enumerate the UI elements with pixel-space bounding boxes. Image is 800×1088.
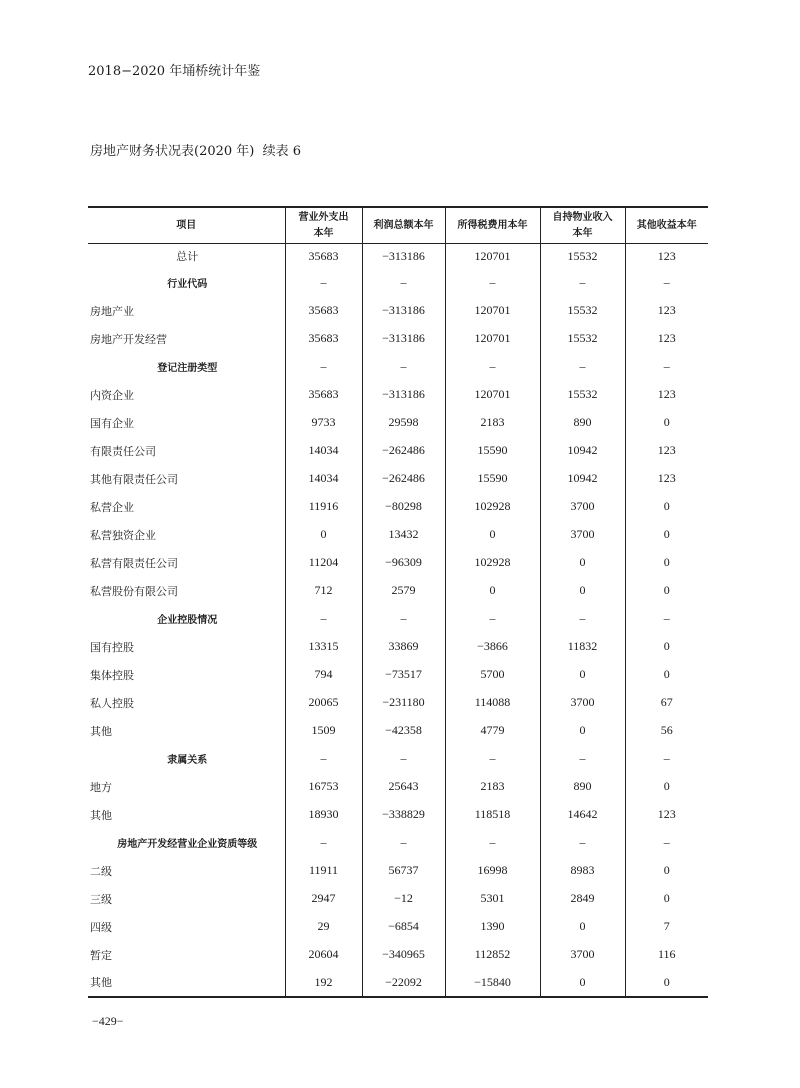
cell-self-owned-property-income: 0: [540, 717, 625, 745]
column-header-self-owned-property-income: [540, 207, 625, 244]
cell-non-operating-expenses: –: [285, 745, 362, 773]
cell-self-owned-property-income: 15532: [540, 297, 625, 325]
cell-income-tax-expense: 102928: [445, 493, 540, 521]
cell-self-owned-property-income: 0: [540, 577, 625, 605]
cell-other-income: 123: [625, 801, 708, 829]
cell-self-owned-property-income: 11832: [540, 633, 625, 661]
cell-income-tax-expense: 120701: [445, 381, 540, 409]
cell-total-profit: 33869: [362, 633, 445, 661]
column-header-item: [88, 207, 285, 244]
cell-total-profit: 25643: [362, 773, 445, 801]
table-row: [88, 773, 708, 801]
cell-self-owned-property-income: 10942: [540, 437, 625, 465]
cell-income-tax-expense: 2183: [445, 773, 540, 801]
cell-self-owned-property-income: 0: [540, 969, 625, 997]
cell-total-profit: −313186: [362, 381, 445, 409]
table-row: [88, 521, 708, 549]
column-header-other-income: [625, 207, 708, 244]
row-label: 私营独资企业: [90, 528, 156, 542]
table-row: [88, 325, 708, 353]
row-label: 私营股份有限公司: [90, 584, 178, 598]
row-label: 房地产业: [90, 304, 134, 318]
cell-non-operating-expenses: 1509: [285, 717, 362, 745]
cell-other-income: 56: [625, 717, 708, 745]
cell-income-tax-expense: 118518: [445, 801, 540, 829]
cell-other-income: –: [625, 353, 708, 381]
cell-income-tax-expense: 5700: [445, 661, 540, 689]
cell-non-operating-expenses: 9733: [285, 409, 362, 437]
cell-income-tax-expense: –: [445, 745, 540, 773]
table-row: [88, 969, 708, 997]
cell-self-owned-property-income: 0: [540, 661, 625, 689]
header-row: [88, 207, 708, 244]
cell-non-operating-expenses: 0: [285, 521, 362, 549]
category-label: 登记注册类型: [157, 363, 218, 374]
cell-non-operating-expenses: –: [285, 353, 362, 381]
cell-self-owned-property-income: 15532: [540, 381, 625, 409]
cell-income-tax-expense: 120701: [445, 297, 540, 325]
table-row: [88, 717, 708, 745]
cell-total-profit: −313186: [362, 244, 445, 269]
cell-self-owned-property-income: 3700: [540, 941, 625, 969]
cell-total-profit: –: [362, 605, 445, 633]
cell-self-owned-property-income: 3700: [540, 493, 625, 521]
cell-non-operating-expenses: 35683: [285, 381, 362, 409]
cell-income-tax-expense: 120701: [445, 244, 540, 269]
cell-income-tax-expense: 16998: [445, 857, 540, 885]
column-header-income-tax-expense: [445, 207, 540, 244]
row-label: 二级: [90, 864, 112, 878]
cell-non-operating-expenses: 11916: [285, 493, 362, 521]
row-label: 私营有限责任公司: [90, 556, 178, 570]
cell-non-operating-expenses: 13315: [285, 633, 362, 661]
cell-non-operating-expenses: –: [285, 605, 362, 633]
row-label: 其他: [88, 969, 285, 997]
cell-non-operating-expenses: 20604: [285, 941, 362, 969]
cell-non-operating-expenses: 29: [285, 913, 362, 941]
cell-self-owned-property-income: 2849: [540, 885, 625, 913]
column-header-total-profit: [362, 207, 445, 244]
cell-non-operating-expenses: 14034: [285, 437, 362, 465]
cell-other-income: 0: [625, 773, 708, 801]
table-row: [88, 689, 708, 717]
cell-other-income: 0: [625, 661, 708, 689]
cell-other-income: 0: [625, 577, 708, 605]
column-header-line: 自持物业收入: [552, 211, 613, 223]
cell-other-income: 123: [625, 297, 708, 325]
category-row: [88, 829, 708, 857]
row-label: 暂定: [90, 948, 112, 962]
cell-total-profit: 2579: [362, 577, 445, 605]
cell-non-operating-expenses: 192: [285, 969, 362, 997]
column-header-line: 本年: [313, 227, 334, 239]
cell-self-owned-property-income: –: [540, 269, 625, 297]
cell-non-operating-expenses: 35683: [285, 297, 362, 325]
cell-self-owned-property-income: 14642: [540, 801, 625, 829]
total-row: [88, 244, 708, 269]
table-row: [88, 801, 708, 829]
cell-other-income: 123: [625, 437, 708, 465]
row-label: 集体控股: [90, 668, 134, 682]
cell-self-owned-property-income: 0: [540, 549, 625, 577]
table-row: [88, 297, 708, 325]
cell-income-tax-expense: 5301: [445, 885, 540, 913]
row-label: 四级: [90, 920, 112, 934]
cell-other-income: –: [625, 745, 708, 773]
cell-self-owned-property-income: 8983: [540, 857, 625, 885]
cell-self-owned-property-income: 890: [540, 773, 625, 801]
row-label: 房地产开发经营: [90, 332, 167, 346]
table-header: [88, 207, 708, 244]
cell-total-profit: 56737: [362, 857, 445, 885]
table-row: [88, 549, 708, 577]
cell-self-owned-property-income: 15532: [540, 244, 625, 269]
cell-non-operating-expenses: 35683: [285, 325, 362, 353]
column-header-line: 利润总额本年: [373, 219, 434, 231]
cell-non-operating-expenses: 794: [285, 661, 362, 689]
column-header-line: 营业外支出: [298, 211, 349, 223]
cell-total-profit: –: [362, 829, 445, 857]
cell-total-profit: −12: [362, 885, 445, 913]
cell-non-operating-expenses: 712: [285, 577, 362, 605]
column-header-line: 其他收益本年: [636, 219, 697, 231]
running-header: 2018−2020 年埇桥统计年鉴: [88, 64, 261, 79]
column-header-line: 项目: [176, 219, 197, 231]
cell-income-tax-expense: 0: [445, 577, 540, 605]
cell-total-profit: −22092: [362, 969, 445, 997]
cell-non-operating-expenses: –: [285, 269, 362, 297]
row-label: 私营企业: [90, 500, 134, 514]
table-row: [88, 577, 708, 605]
column-header-line: 所得税费用本年: [457, 219, 528, 231]
category-label: 行业代码: [167, 279, 208, 290]
cell-other-income: –: [625, 605, 708, 633]
cell-income-tax-expense: 0: [445, 521, 540, 549]
cell-income-tax-expense: 102928: [445, 549, 540, 577]
cell-income-tax-expense: 15590: [445, 465, 540, 493]
table-row: [88, 465, 708, 493]
table-row: [88, 885, 708, 913]
cell-self-owned-property-income: –: [540, 605, 625, 633]
cell-total-profit: −42358: [362, 717, 445, 745]
cell-other-income: 67: [625, 689, 708, 717]
row-label: 总计: [176, 250, 199, 264]
row-label: 三级: [90, 892, 112, 906]
row-label: 其他有限责任公司: [90, 472, 178, 486]
cell-total-profit: −262486: [362, 437, 445, 465]
cell-other-income: 123: [625, 465, 708, 493]
category-label: 房地产开发经营业企业资质等级: [117, 839, 258, 850]
cell-total-profit: –: [362, 745, 445, 773]
cell-self-owned-property-income: 3700: [540, 689, 625, 717]
table-body: [88, 244, 708, 997]
cell-income-tax-expense: 1390: [445, 913, 540, 941]
cell-income-tax-expense: 15590: [445, 437, 540, 465]
cell-self-owned-property-income: 3700: [540, 521, 625, 549]
cell-total-profit: –: [362, 353, 445, 381]
cell-other-income: 123: [625, 381, 708, 409]
category-label: 隶属关系: [167, 755, 208, 766]
row-label: 内资企业: [90, 388, 134, 402]
page-number: −429−: [92, 1014, 124, 1028]
cell-non-operating-expenses: 2947: [285, 885, 362, 913]
cell-total-profit: 13432: [362, 521, 445, 549]
cell-other-income: 0: [625, 633, 708, 661]
category-row: [88, 605, 708, 633]
cell-total-profit: −340965: [362, 941, 445, 969]
cell-income-tax-expense: −15840: [445, 969, 540, 997]
cell-non-operating-expenses: 14034: [285, 465, 362, 493]
cell-total-profit: −6854: [362, 913, 445, 941]
cell-income-tax-expense: 120701: [445, 325, 540, 353]
table-row: [88, 857, 708, 885]
cell-other-income: 123: [625, 325, 708, 353]
cell-other-income: 116: [625, 941, 708, 969]
cell-self-owned-property-income: –: [540, 353, 625, 381]
table-row: [88, 633, 708, 661]
cell-self-owned-property-income: 15532: [540, 325, 625, 353]
cell-self-owned-property-income: 10942: [540, 465, 625, 493]
row-label: 其他: [90, 724, 112, 738]
cell-other-income: 0: [625, 549, 708, 577]
cell-income-tax-expense: 4779: [445, 717, 540, 745]
category-row: [88, 269, 708, 297]
cell-non-operating-expenses: 18930: [285, 801, 362, 829]
cell-other-income: 0: [625, 493, 708, 521]
row-label: 其他: [90, 808, 112, 822]
cell-income-tax-expense: –: [445, 353, 540, 381]
cell-self-owned-property-income: 0: [540, 913, 625, 941]
category-row: [88, 353, 708, 381]
cell-total-profit: −338829: [362, 801, 445, 829]
real-estate-finance-table: [88, 206, 708, 998]
table-row: [88, 381, 708, 409]
table-row: [88, 913, 708, 941]
column-header-non-operating-expenses: [285, 207, 362, 244]
category-row: [88, 745, 708, 773]
cell-total-profit: 29598: [362, 409, 445, 437]
cell-non-operating-expenses: 11204: [285, 549, 362, 577]
cell-income-tax-expense: −3866: [445, 633, 540, 661]
category-label: 企业控股情况: [157, 615, 218, 626]
cell-self-owned-property-income: –: [540, 829, 625, 857]
cell-total-profit: −313186: [362, 325, 445, 353]
cell-other-income: 123: [625, 244, 708, 269]
cell-other-income: 0: [625, 521, 708, 549]
column-header-line: 本年: [572, 227, 593, 239]
row-label: 国有企业: [90, 416, 134, 430]
cell-total-profit: −262486: [362, 465, 445, 493]
row-label: 私人控股: [90, 696, 134, 710]
row-label: 国有控股: [90, 640, 134, 654]
table-row: [88, 941, 708, 969]
cell-total-profit: −231180: [362, 689, 445, 717]
cell-other-income: –: [625, 829, 708, 857]
cell-income-tax-expense: 114088: [445, 689, 540, 717]
cell-non-operating-expenses: 20065: [285, 689, 362, 717]
cell-total-profit: −313186: [362, 297, 445, 325]
table-row: [88, 661, 708, 689]
cell-other-income: 0: [625, 885, 708, 913]
table-row: [88, 409, 708, 437]
cell-income-tax-expense: –: [445, 605, 540, 633]
table-row: [88, 437, 708, 465]
cell-other-income: –: [625, 269, 708, 297]
cell-self-owned-property-income: –: [540, 745, 625, 773]
cell-income-tax-expense: –: [445, 269, 540, 297]
cell-non-operating-expenses: 16753: [285, 773, 362, 801]
table-title: 房地产财务状况表(2020 年) 续表 6: [90, 144, 302, 159]
cell-income-tax-expense: 112852: [445, 941, 540, 969]
row-label: 地方: [90, 780, 112, 794]
cell-non-operating-expenses: 35683: [285, 244, 362, 269]
cell-self-owned-property-income: 890: [540, 409, 625, 437]
cell-non-operating-expenses: 11911: [285, 857, 362, 885]
cell-other-income: 0: [625, 969, 708, 997]
cell-total-profit: –: [362, 269, 445, 297]
cell-non-operating-expenses: –: [285, 829, 362, 857]
table-row: [88, 493, 708, 521]
cell-other-income: 0: [625, 857, 708, 885]
cell-other-income: 7: [625, 913, 708, 941]
cell-total-profit: −80298: [362, 493, 445, 521]
cell-other-income: 0: [625, 409, 708, 437]
cell-total-profit: −96309: [362, 549, 445, 577]
cell-income-tax-expense: 2183: [445, 409, 540, 437]
row-label: 有限责任公司: [90, 444, 156, 458]
cell-income-tax-expense: –: [445, 829, 540, 857]
cell-total-profit: −73517: [362, 661, 445, 689]
